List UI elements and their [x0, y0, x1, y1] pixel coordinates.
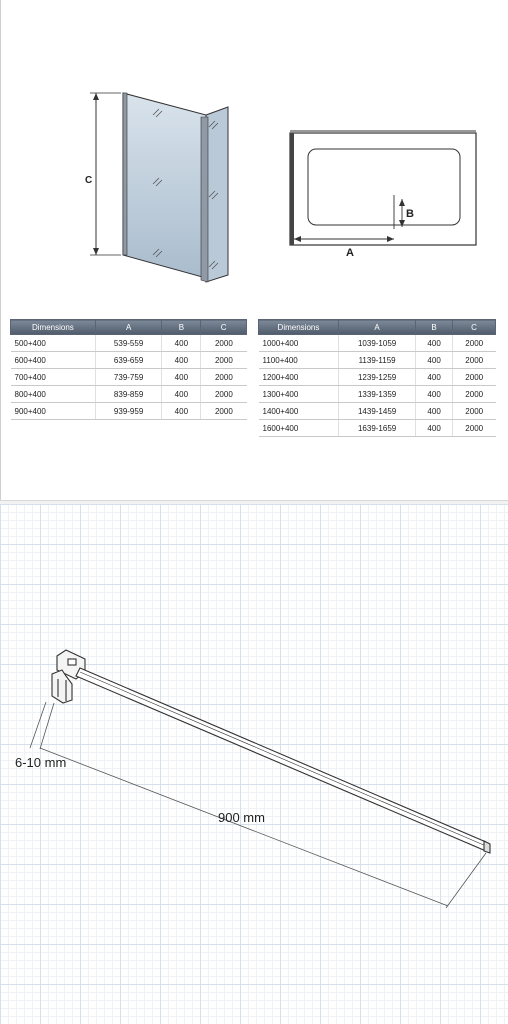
bath-top-view-drawing	[286, 125, 481, 260]
table-row	[11, 369, 247, 386]
header-a: A	[95, 320, 162, 335]
cell-b: 400	[416, 420, 453, 437]
table-header-row	[11, 320, 247, 335]
label-b: B	[406, 208, 414, 220]
label-a: A	[346, 247, 354, 259]
table-row	[11, 352, 247, 369]
cell-c: 2000	[201, 386, 247, 403]
cell-a: 1339-1359	[338, 386, 415, 403]
table-row	[259, 369, 496, 386]
cell-c: 2000	[452, 369, 495, 386]
cell-c: 2000	[452, 403, 495, 420]
cell-b: 400	[416, 335, 453, 352]
cell-b: 400	[162, 386, 201, 403]
cell-dimensions: 1300+400	[259, 386, 339, 403]
cell-b: 400	[416, 369, 453, 386]
cell-dimensions: 1100+400	[259, 352, 339, 369]
cell-c: 2000	[201, 403, 247, 420]
cell-dimensions: 700+400	[11, 369, 96, 386]
table-row	[259, 335, 496, 352]
cell-c: 2000	[201, 369, 247, 386]
cell-c: 2000	[452, 335, 495, 352]
cell-c: 2000	[201, 335, 247, 352]
label-c: C	[85, 175, 93, 186]
table-row	[11, 403, 247, 420]
table-row	[259, 386, 496, 403]
cell-b: 400	[162, 352, 201, 369]
cell-dimensions: 800+400	[11, 386, 96, 403]
cell-dimensions: 900+400	[11, 403, 96, 420]
cell-c: 2000	[452, 352, 495, 369]
cell-a: 1239-1259	[338, 369, 415, 386]
cell-b: 400	[162, 369, 201, 386]
cell-a: 739-759	[95, 369, 162, 386]
specification-panel	[0, 0, 508, 500]
header-c: C	[201, 320, 247, 335]
cell-a: 539-559	[95, 335, 162, 352]
header-b: B	[162, 320, 201, 335]
cell-dimensions: 1600+400	[259, 420, 339, 437]
cell-a: 939-959	[95, 403, 162, 420]
length-dimension-line	[40, 748, 448, 906]
table-row	[259, 352, 496, 369]
panel-perspective-drawing	[81, 85, 241, 285]
support-bar-drawing	[0, 504, 508, 1024]
header-a: A	[338, 320, 415, 335]
table-header-row	[259, 320, 496, 335]
support-bar-panel	[0, 504, 508, 1024]
length-label: 900 mm	[218, 810, 265, 825]
cell-dimensions: 500+400	[11, 335, 96, 352]
header-dimensions: Dimensions	[259, 320, 339, 335]
cell-b: 400	[162, 335, 201, 352]
table-row	[11, 335, 247, 352]
dimensions-table-left	[10, 319, 247, 420]
cell-b: 400	[416, 386, 453, 403]
cell-dimensions: 1000+400	[259, 335, 339, 352]
cell-c: 2000	[452, 420, 495, 437]
cell-a: 1439-1459	[338, 403, 415, 420]
cell-a: 1039-1059	[338, 335, 415, 352]
cell-b: 400	[416, 403, 453, 420]
cell-c: 2000	[452, 386, 495, 403]
cell-a: 1139-1159	[338, 352, 415, 369]
cell-dimensions: 600+400	[11, 352, 96, 369]
cell-a: 639-659	[95, 352, 162, 369]
header-b: B	[416, 320, 453, 335]
wall-profile	[290, 133, 294, 245]
header-dimensions: Dimensions	[11, 320, 96, 335]
main-glass-panel	[123, 93, 206, 278]
table-row	[11, 386, 247, 403]
thickness-label: 6-10 mm	[15, 755, 67, 770]
cell-dimensions: 1400+400	[259, 403, 339, 420]
support-bar	[76, 668, 490, 853]
cell-a: 839-859	[95, 386, 162, 403]
dimensions-table-right	[258, 319, 496, 437]
cell-dimensions: 1200+400	[259, 369, 339, 386]
header-c: C	[452, 320, 495, 335]
cell-b: 400	[162, 403, 201, 420]
cell-a: 1639-1659	[338, 420, 415, 437]
cell-c: 2000	[201, 352, 247, 369]
cell-b: 400	[416, 352, 453, 369]
table-row	[259, 403, 496, 420]
bathtub-outline	[308, 149, 460, 225]
table-row	[259, 420, 496, 437]
